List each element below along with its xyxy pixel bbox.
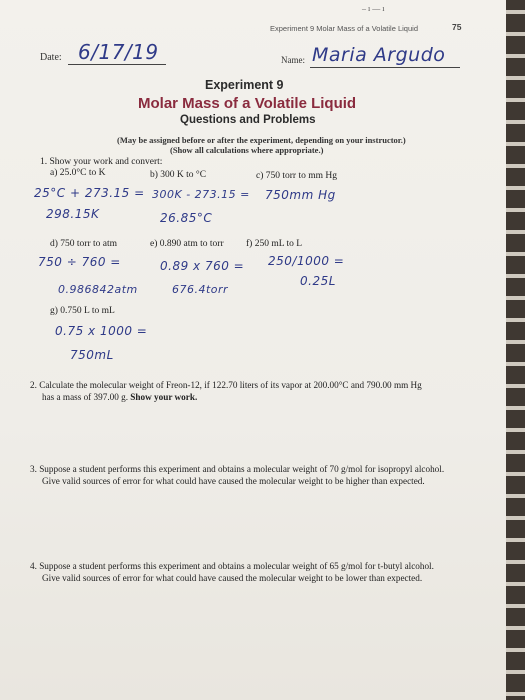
instructions-line-1: (May be assigned before or after the experiment, depending on your instructor.)	[117, 135, 406, 145]
q1d-answer: 0.986842atm	[58, 283, 138, 296]
q1c-label: c) 750 torr to mm Hg	[256, 171, 338, 181]
q1e-work: 0.89 x 760 =	[160, 259, 245, 273]
question-2-text: has a mass of 397.00 g.	[42, 392, 131, 402]
name-underline	[310, 67, 460, 68]
page-number: 75	[452, 22, 462, 32]
q1f-label: f) 250 mL to L	[246, 239, 303, 249]
running-title: Experiment 9 Molar Mass of a Volatile Liquid	[270, 24, 418, 33]
question-2-emphasis: Show your work.	[130, 392, 198, 402]
worksheet-title: Molar Mass of a Volatile Liquid	[138, 95, 357, 112]
q1f-work: 250/1000 =	[268, 254, 345, 268]
date-label: Date:	[40, 52, 62, 63]
q1e-label: e) 0.890 atm to torr	[150, 239, 224, 249]
q1a-answer: 298.15K	[46, 207, 100, 221]
question-2-line-1: 2. Calculate the molecular weight of Freon-12, if 122.70 liters of its vapor at 200.00°C and 790.00 mm Hg	[30, 380, 422, 390]
q1b-label: b) 300 K to °C	[150, 170, 207, 180]
question-2-line-2	[42, 391, 197, 403]
scan-marks: – ı — ı	[362, 4, 385, 13]
instructions-line-2: (Show all calculations where appropriate.)	[170, 145, 324, 155]
question-4-line-2: Give valid sources of error for what could have caused the molecular weight to be lower than expected.	[42, 573, 423, 583]
q1e-answer: 676.4torr	[172, 283, 229, 296]
q1b-answer: 26.85°C	[160, 211, 213, 225]
question-1-prompt: 1. Show your work and convert:	[40, 157, 163, 167]
q1a-work: 25°C + 273.15 =	[34, 186, 145, 200]
q1f-answer: 0.25L	[300, 274, 336, 288]
q1g-label: g) 0.750 L to mL	[50, 306, 115, 316]
q1g-answer: 750mL	[70, 348, 114, 362]
q1d-label: d) 750 torr to atm	[50, 239, 118, 249]
q1b-work: 300K - 273.15 =	[152, 188, 250, 201]
experiment-heading: Experiment 9	[205, 78, 284, 92]
name-label: Name:	[281, 55, 305, 65]
date-underline	[68, 64, 166, 65]
q1c-answer: 750mm Hg	[265, 188, 336, 202]
q1d-work: 750 ÷ 760 =	[38, 255, 121, 269]
name-value: Maria Argudo	[312, 44, 446, 66]
date-value: 6/17/19	[78, 40, 159, 64]
q1a-label: a) 25.0°C to K	[50, 168, 106, 178]
question-3-line-1: 3. Suppose a student performs this experiment and obtains a molecular weight of 70 g/mol for isopropyl alcohol.	[30, 464, 445, 474]
question-4-line-1: 4. Suppose a student performs this experiment and obtains a molecular weight of 65 g/mol for t-butyl alcohol.	[30, 561, 434, 571]
binder-edge	[506, 0, 525, 700]
worksheet-subtitle: Questions and Problems	[180, 114, 316, 126]
question-3-line-2: Give valid sources of error for what could have caused the molecular weight to be higher than expected.	[42, 476, 425, 486]
q1g-work: 0.75 x 1000 =	[55, 324, 148, 338]
